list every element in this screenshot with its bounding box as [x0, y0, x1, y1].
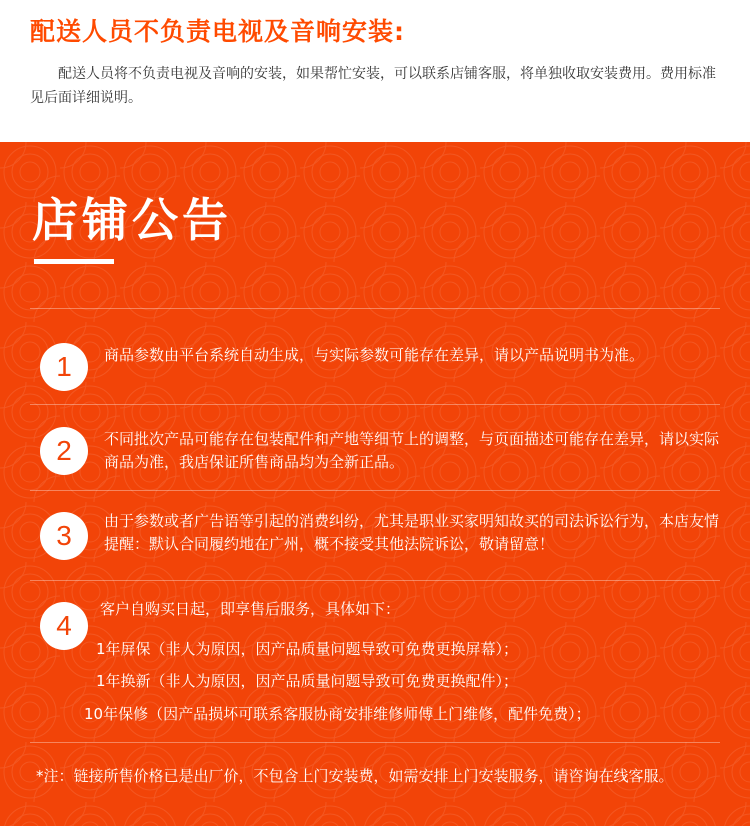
- announcement-title: 店铺公告: [32, 193, 232, 247]
- divider: [30, 742, 720, 743]
- divider: [30, 580, 720, 581]
- delivery-notice-title: 配送人员不负责电视及音响安装:: [30, 17, 405, 46]
- warranty-line: 1年屏保（非人为原因，因产品质量问题导致可免费更换屏幕）；: [96, 640, 519, 658]
- divider: [30, 490, 720, 491]
- item-number-badge: 3: [40, 512, 88, 560]
- announcement-item-text: 由于参数或者广告语等引起的消费纠纷，尤其是职业买家明知故买的司法诉讼行为，本店友情提醒：默认合同履约地在广州，概不接受其他法院诉讼，敬请留意！: [104, 512, 720, 553]
- warranty-line: 10年保修（因产品损坏可联系客服协商安排维修师傅上门维修，配件免费）；: [84, 705, 591, 723]
- announcement-item-text: 客户自购买日起，即享售后服务，具体如下：: [100, 600, 401, 618]
- store-announcement-panel: [0, 142, 750, 826]
- divider: [30, 308, 720, 309]
- announcement-item-text: 不同批次产品可能存在包装配件和产地等细节上的调整，与页面描述可能存在差异，请以实际商品为准，我店保证所售商品均为全新正品。: [104, 430, 720, 471]
- item-number-badge: 2: [40, 427, 88, 475]
- item-number-badge: 1: [40, 343, 88, 391]
- divider: [30, 404, 720, 405]
- title-underline: [34, 259, 114, 264]
- announcement-item-text: 商品参数由平台系统自动生成，与实际参数可能存在差异，请以产品说明书为准。: [104, 346, 645, 364]
- warranty-line: 1年换新（非人为原因，因产品质量问题导致可免费更换配件）；: [96, 672, 519, 690]
- price-note: *注：链接所售价格已是出厂价，不包含上门安装费，如需安排上门安装服务，请咨询在线客服。: [36, 767, 674, 785]
- delivery-notice-section: [0, 0, 750, 142]
- delivery-notice-body: 配送人员将不负责电视及音响的安装，如果帮忙安装，可以联系店铺客服，将单独收取安装费用。费用标准见后面详细说明。: [30, 66, 716, 106]
- item-number-badge: 4: [40, 602, 88, 650]
